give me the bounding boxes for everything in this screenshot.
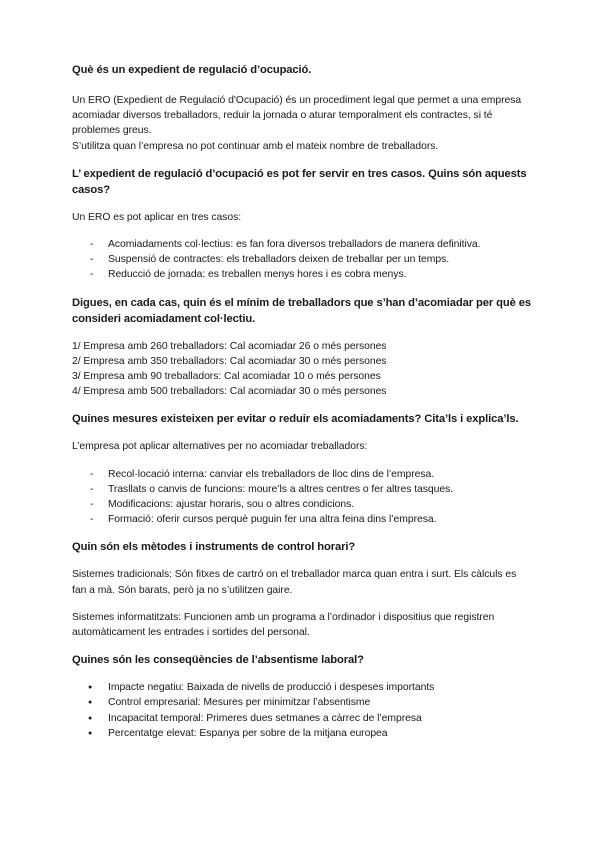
heading-ero-definition: Què és un expedient de regulació d’ocupació. [72, 64, 312, 76]
list-item: ● Percentatge elevat: Espanya per sobre de la mitjana europea [72, 726, 532, 741]
list-item: - Acomiadaments col·lectius: es fan fora diversos treballadors de manera definitiva. [72, 237, 532, 252]
heading-absenteeism: Quines són les conseqüències de l’absentisme laboral? [72, 654, 364, 667]
paragraph-ero-definition: Un ERO (Expedient de Regulació d'Ocupació) és un procediment legal que permet a una empresa acomiadar diversos treballadors, reduir la jornada o aturar temporalment els contractes, si té problemes greus. [72, 95, 522, 137]
paragraph-ero-cases-intro: Un ERO es pot aplicar en tres casos: [72, 211, 242, 223]
list-item: - Modificacions: ajustar horaris, sou o altres condicions. [72, 497, 532, 512]
list-item: - Recol·locació interna: canviar els treballadors de lloc dins de l’empresa. [72, 467, 532, 482]
list-ero-cases [72, 237, 532, 283]
paragraph-traditional-systems: Sistemes tradicionals: Són fitxes de cartró on el treballador marca quan entra i surt. Els càlculs es fan a mà. Són barats, però ja no s’utilitzen gaire. [72, 569, 517, 596]
list-minimum-dismissals [72, 339, 532, 400]
list-item: 1/ Empresa amb 260 treballadors: Cal acomiadar 26 o més persones [72, 340, 387, 352]
list-item: - Trasllats o canvis de funcions: moure’ls a altres centres o fer altres tasques. [72, 482, 532, 497]
heading-time-control: Quin són els mètodes i instruments de control horari? [72, 541, 356, 554]
paragraph-computerized-systems: Sistemes informatitzats: Funcionen amb un programa a l’ordinador i dispositius que registren automàticament les entrades i sortides del personal. [72, 611, 495, 639]
list-item: 2/ Empresa amb 350 treballadors: Cal acomiadar 30 o més persones [72, 355, 387, 367]
list-item: 3/ Empresa amb 90 treballadors: Cal acomiadar 10 o més persones [72, 371, 381, 383]
list-absenteeism [72, 680, 532, 741]
heading-minimum-dismissals: Digues, en cada cas, quin és el mínim de treballadors que s’han d’acomiadar per què es consideri acomiadament col·lectiu. [72, 296, 531, 325]
document-page [72, 62, 532, 741]
paragraph-ero-usage: S’utilitza quan l’empresa no pot continuar amb el mateix nombre de treballadors. [72, 140, 439, 152]
list-item: ● Control empresarial: Mesures per minimitzar l’absentisme [72, 695, 532, 710]
list-item: - Formació: oferir cursos perquè puguin fer una altra feina dins l’empresa. [72, 512, 532, 527]
list-alternatives [72, 467, 532, 528]
heading-ero-cases: L’ expedient de regulació d’ocupació es pot fer servir en tres casos. Quins són aquests casos? [72, 167, 527, 196]
paragraph-alternatives-intro: L’empresa pot aplicar alternatives per no acomiadar treballadors: [72, 441, 368, 453]
list-item: ● Impacte negatiu: Baixada de nivells de producció i despeses importants [72, 680, 532, 695]
list-item: - Suspensió de contractes: els treballadors deixen de treballar per un temps. [72, 252, 532, 267]
list-item: - Reducció de jornada: es treballen menys hores i es cobra menys. [72, 267, 532, 282]
list-item: ● Incapacitat temporal: Primeres dues setmanes a càrrec de l’empresa [72, 711, 532, 726]
heading-avoid-dismissals: Quines mesures existeixen per evitar o reduir els acomiadaments? Cita’ls i explica’ls. [72, 413, 519, 426]
list-item: 4/ Empresa amb 500 treballadors: Cal acomiadar 30 o més persones [72, 386, 387, 398]
